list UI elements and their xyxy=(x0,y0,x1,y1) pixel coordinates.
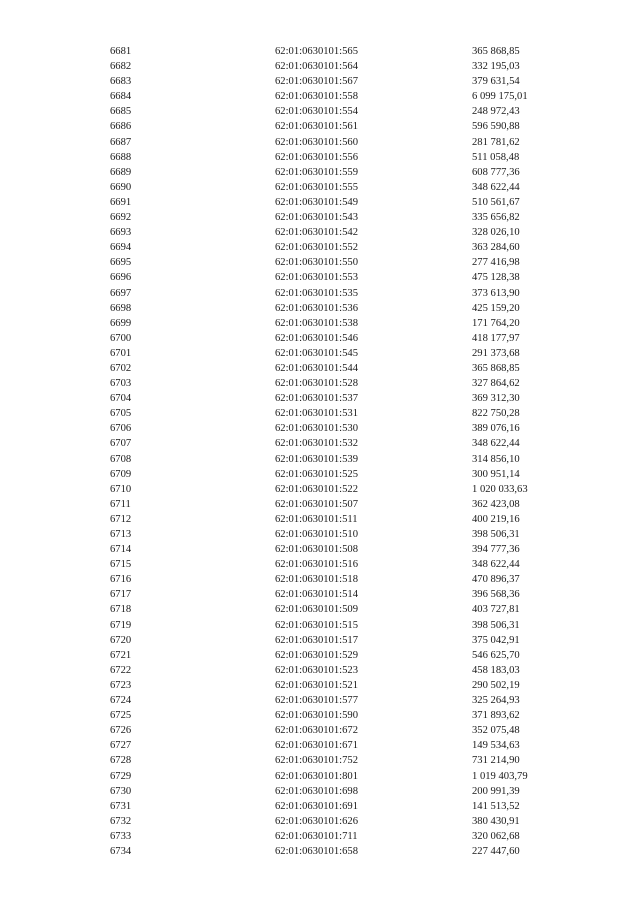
cadastral-number: 62:01:0630101:530 xyxy=(275,423,358,435)
cadastral-number: 62:01:0630101:528 xyxy=(275,378,358,390)
table-row xyxy=(110,467,580,482)
cadastral-number: 62:01:0630101:516 xyxy=(275,559,358,571)
cadastral-value: 475 128,38 xyxy=(472,272,520,284)
row-number: 6695 xyxy=(110,257,132,269)
cadastral-value: 332 195,03 xyxy=(472,61,520,73)
cadastral-number: 62:01:0630101:517 xyxy=(275,634,358,646)
table-row xyxy=(110,301,580,316)
row-number: 6686 xyxy=(110,121,132,133)
table-row xyxy=(110,180,580,195)
row-number: 6706 xyxy=(110,423,132,435)
row-number: 6690 xyxy=(110,181,132,193)
cadastral-value-table xyxy=(110,44,580,859)
cadastral-value: 363 284,60 xyxy=(472,242,520,254)
row-number: 6681 xyxy=(110,46,132,57)
cadastral-value: 398 506,31 xyxy=(472,619,520,631)
table-row xyxy=(110,572,580,587)
cadastral-value: 327 864,62 xyxy=(472,378,520,390)
row-number: 6721 xyxy=(110,649,132,661)
table-row xyxy=(110,663,580,678)
cadastral-number: 62:01:0630101:801 xyxy=(275,770,358,782)
cadastral-value: 141 513,52 xyxy=(472,800,520,812)
cadastral-number: 62:01:0630101:538 xyxy=(275,317,358,329)
cadastral-value: 731 214,90 xyxy=(472,755,520,767)
table-row xyxy=(110,104,580,119)
row-number: 6698 xyxy=(110,302,132,314)
cadastral-number: 62:01:0630101:539 xyxy=(275,453,358,465)
cadastral-value: 425 159,20 xyxy=(472,302,520,314)
row-number: 6689 xyxy=(110,166,132,178)
cadastral-value: 348 622,44 xyxy=(472,559,520,571)
table-row xyxy=(110,633,580,648)
table-row xyxy=(110,59,580,74)
cadastral-number: 62:01:0630101:543 xyxy=(275,212,358,224)
cadastral-number: 62:01:0630101:508 xyxy=(275,544,358,556)
table-row xyxy=(110,406,580,421)
cadastral-value: 314 856,10 xyxy=(472,453,520,465)
cadastral-number: 62:01:0630101:521 xyxy=(275,679,358,691)
cadastral-number: 62:01:0630101:564 xyxy=(275,61,358,73)
row-number: 6692 xyxy=(110,212,132,224)
table-row xyxy=(110,421,580,436)
row-number: 6716 xyxy=(110,574,132,586)
cadastral-value: 1 019 403,79 xyxy=(472,770,528,782)
cadastral-value: 171 764,20 xyxy=(472,317,520,329)
table-row xyxy=(110,44,580,59)
cadastral-value: 352 075,48 xyxy=(472,725,520,737)
cadastral-number: 62:01:0630101:509 xyxy=(275,604,358,616)
table-row xyxy=(110,512,580,527)
cadastral-number: 62:01:0630101:561 xyxy=(275,121,358,133)
table-row xyxy=(110,527,580,542)
row-number: 6688 xyxy=(110,151,132,163)
row-number: 6702 xyxy=(110,362,132,374)
cadastral-number: 62:01:0630101:658 xyxy=(275,845,358,857)
cadastral-value: 822 750,28 xyxy=(472,408,520,420)
table-row xyxy=(110,542,580,557)
cadastral-value: 300 951,14 xyxy=(472,468,520,480)
row-number: 6682 xyxy=(110,61,132,73)
cadastral-number: 62:01:0630101:510 xyxy=(275,529,358,540)
cadastral-value: 1 020 033,63 xyxy=(472,483,528,495)
row-number: 6713 xyxy=(110,529,132,540)
cadastral-number: 62:01:0630101:535 xyxy=(275,287,358,299)
cadastral-number: 62:01:0630101:546 xyxy=(275,332,358,344)
cadastral-value: 348 622,44 xyxy=(472,438,520,450)
table-row xyxy=(110,814,580,829)
cadastral-number: 62:01:0630101:514 xyxy=(275,589,358,601)
row-number: 6711 xyxy=(110,498,131,510)
cadastral-number: 62:01:0630101:515 xyxy=(275,619,358,631)
cadastral-value: 6 099 175,01 xyxy=(472,91,528,103)
row-number: 6730 xyxy=(110,785,132,797)
cadastral-number: 62:01:0630101:671 xyxy=(275,740,358,752)
table-row xyxy=(110,165,580,180)
table-row xyxy=(110,738,580,753)
table-row xyxy=(110,210,580,225)
row-number: 6687 xyxy=(110,136,132,148)
cadastral-number: 62:01:0630101:691 xyxy=(275,800,358,812)
row-number: 6684 xyxy=(110,91,132,103)
row-number: 6731 xyxy=(110,800,132,812)
row-number: 6734 xyxy=(110,845,132,857)
cadastral-value: 227 447,60 xyxy=(472,845,520,857)
table-row xyxy=(110,799,580,814)
cadastral-number: 62:01:0630101:560 xyxy=(275,136,358,148)
cadastral-value: 149 534,63 xyxy=(472,740,520,752)
row-number: 6714 xyxy=(110,544,132,556)
table-row xyxy=(110,618,580,633)
cadastral-number: 62:01:0630101:529 xyxy=(275,649,358,661)
cadastral-value: 403 727,81 xyxy=(472,604,520,616)
table-row xyxy=(110,497,580,512)
cadastral-value: 389 076,16 xyxy=(472,423,520,435)
cadastral-number: 62:01:0630101:626 xyxy=(275,815,358,827)
row-number: 6694 xyxy=(110,242,132,254)
cadastral-number: 62:01:0630101:525 xyxy=(275,468,358,480)
cadastral-number: 62:01:0630101:711 xyxy=(275,830,358,842)
cadastral-value: 365 868,85 xyxy=(472,362,520,374)
cadastral-value: 394 777,36 xyxy=(472,544,520,556)
cadastral-value: 291 373,68 xyxy=(472,347,520,359)
row-number: 6710 xyxy=(110,483,132,495)
table-row xyxy=(110,391,580,406)
cadastral-number: 62:01:0630101:523 xyxy=(275,664,358,676)
table-row xyxy=(110,270,580,285)
row-number: 6704 xyxy=(110,393,132,405)
row-number: 6697 xyxy=(110,287,132,299)
row-number: 6707 xyxy=(110,438,132,450)
row-number: 6700 xyxy=(110,332,132,344)
table-row xyxy=(110,557,580,572)
cadastral-number: 62:01:0630101:558 xyxy=(275,91,358,103)
cadastral-value: 348 622,44 xyxy=(472,181,520,193)
cadastral-number: 62:01:0630101:537 xyxy=(275,393,358,405)
cadastral-value: 371 893,62 xyxy=(472,710,520,722)
row-number: 6728 xyxy=(110,755,132,767)
table-row xyxy=(110,346,580,361)
cadastral-number: 62:01:0630101:549 xyxy=(275,196,358,208)
table-row xyxy=(110,240,580,255)
cadastral-value: 200 991,39 xyxy=(472,785,520,797)
cadastral-value: 290 502,19 xyxy=(472,679,520,691)
cadastral-value: 400 219,16 xyxy=(472,513,520,525)
cadastral-number: 62:01:0630101:536 xyxy=(275,302,358,314)
table-row xyxy=(110,225,580,240)
table-row xyxy=(110,753,580,768)
table-row xyxy=(110,723,580,738)
table-row xyxy=(110,648,580,663)
cadastral-number: 62:01:0630101:507 xyxy=(275,498,358,510)
cadastral-number: 62:01:0630101:511 xyxy=(275,513,358,525)
cadastral-number: 62:01:0630101:698 xyxy=(275,785,358,797)
cadastral-number: 62:01:0630101:752 xyxy=(275,755,358,767)
cadastral-number: 62:01:0630101:567 xyxy=(275,76,358,88)
row-number: 6725 xyxy=(110,710,132,722)
cadastral-number: 62:01:0630101:552 xyxy=(275,242,358,254)
cadastral-number: 62:01:0630101:553 xyxy=(275,272,358,284)
cadastral-number: 62:01:0630101:554 xyxy=(275,106,358,118)
table-row xyxy=(110,844,580,859)
cadastral-value: 375 042,91 xyxy=(472,634,520,646)
cadastral-value: 511 058,48 xyxy=(472,151,520,163)
row-number: 6729 xyxy=(110,770,132,782)
table-row xyxy=(110,74,580,89)
row-number: 6724 xyxy=(110,695,132,707)
table-row xyxy=(110,769,580,784)
row-number: 6726 xyxy=(110,725,132,737)
table-row xyxy=(110,482,580,497)
table-row xyxy=(110,708,580,723)
cadastral-number: 62:01:0630101:672 xyxy=(275,725,358,737)
table-row xyxy=(110,829,580,844)
row-number: 6685 xyxy=(110,106,132,118)
cadastral-value: 325 264,93 xyxy=(472,695,520,707)
cadastral-number: 62:01:0630101:531 xyxy=(275,408,358,420)
cadastral-value: 335 656,82 xyxy=(472,212,520,224)
table-row xyxy=(110,135,580,150)
cadastral-number: 62:01:0630101:590 xyxy=(275,710,358,722)
table-row xyxy=(110,89,580,104)
cadastral-number: 62:01:0630101:559 xyxy=(275,166,358,178)
row-number: 6719 xyxy=(110,619,132,631)
cadastral-number: 62:01:0630101:542 xyxy=(275,227,358,239)
cadastral-value: 596 590,88 xyxy=(472,121,520,133)
row-number: 6712 xyxy=(110,513,132,525)
row-number: 6722 xyxy=(110,664,132,676)
table-row xyxy=(110,195,580,210)
table-row xyxy=(110,602,580,617)
row-number: 6732 xyxy=(110,815,132,827)
table-row xyxy=(110,436,580,451)
cadastral-number: 62:01:0630101:544 xyxy=(275,362,358,374)
row-number: 6733 xyxy=(110,830,132,842)
cadastral-value: 398 506,31 xyxy=(472,529,520,540)
table-row xyxy=(110,331,580,346)
cadastral-value: 281 781,62 xyxy=(472,136,520,148)
row-number: 6727 xyxy=(110,740,132,752)
row-number: 6693 xyxy=(110,227,132,239)
row-number: 6703 xyxy=(110,378,132,390)
cadastral-value: 277 416,98 xyxy=(472,257,520,269)
table-row xyxy=(110,678,580,693)
cadastral-value: 608 777,36 xyxy=(472,166,520,178)
cadastral-value: 396 568,36 xyxy=(472,589,520,601)
cadastral-value: 458 183,03 xyxy=(472,664,520,676)
row-number: 6709 xyxy=(110,468,132,480)
row-number: 6691 xyxy=(110,196,132,208)
row-number: 6696 xyxy=(110,272,132,284)
cadastral-value: 369 312,30 xyxy=(472,393,520,405)
table-row xyxy=(110,316,580,331)
cadastral-value: 248 972,43 xyxy=(472,106,520,118)
row-number: 6705 xyxy=(110,408,132,420)
table-row xyxy=(110,587,580,602)
cadastral-value: 470 896,37 xyxy=(472,574,520,586)
row-number: 6715 xyxy=(110,559,132,571)
table-row xyxy=(110,693,580,708)
cadastral-value: 362 423,08 xyxy=(472,498,520,510)
cadastral-number: 62:01:0630101:577 xyxy=(275,695,358,707)
row-number: 6701 xyxy=(110,347,132,359)
cadastral-number: 62:01:0630101:545 xyxy=(275,347,358,359)
cadastral-value: 546 625,70 xyxy=(472,649,520,661)
cadastral-number: 62:01:0630101:532 xyxy=(275,438,358,450)
table-row xyxy=(110,255,580,270)
row-number: 6720 xyxy=(110,634,132,646)
cadastral-value: 373 613,90 xyxy=(472,287,520,299)
cadastral-number: 62:01:0630101:550 xyxy=(275,257,358,269)
row-number: 6699 xyxy=(110,317,132,329)
cadastral-number: 62:01:0630101:556 xyxy=(275,151,358,163)
cadastral-number: 62:01:0630101:555 xyxy=(275,181,358,193)
cadastral-number: 62:01:0630101:522 xyxy=(275,483,358,495)
cadastral-value: 380 430,91 xyxy=(472,815,520,827)
row-number: 6723 xyxy=(110,679,132,691)
cadastral-value: 365 868,85 xyxy=(472,46,520,57)
cadastral-value: 379 631,54 xyxy=(472,76,520,88)
table-row xyxy=(110,784,580,799)
table-row xyxy=(110,286,580,301)
cadastral-number: 62:01:0630101:565 xyxy=(275,46,358,57)
table-row xyxy=(110,376,580,391)
table-row xyxy=(110,361,580,376)
row-number: 6717 xyxy=(110,589,132,601)
table-row xyxy=(110,119,580,134)
row-number: 6683 xyxy=(110,76,132,88)
cadastral-value: 320 062,68 xyxy=(472,830,520,842)
cadastral-value: 328 026,10 xyxy=(472,227,520,239)
row-number: 6718 xyxy=(110,604,132,616)
table-row xyxy=(110,452,580,467)
cadastral-number: 62:01:0630101:518 xyxy=(275,574,358,586)
table-row xyxy=(110,150,580,165)
row-number: 6708 xyxy=(110,453,132,465)
cadastral-value: 418 177,97 xyxy=(472,332,520,344)
cadastral-value: 510 561,67 xyxy=(472,196,520,208)
